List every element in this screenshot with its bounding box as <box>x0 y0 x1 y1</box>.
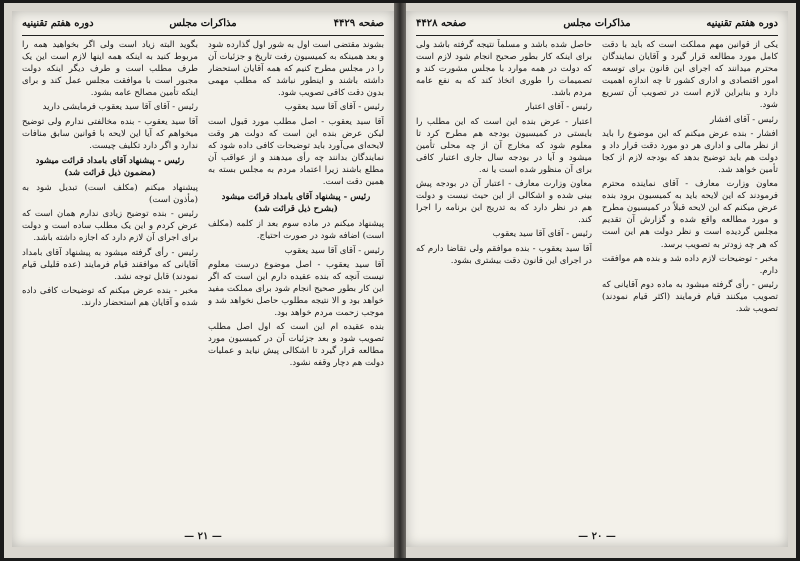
paragraph: مخبر - توضیحات لازم داده شد و بنده هم موافقت دارم. <box>602 253 778 276</box>
left-page-title: مذاکرات مجلس <box>169 18 237 29</box>
right-page-number: صفحه ۴۴۲۸ <box>416 18 467 29</box>
left-page-columns <box>22 39 384 525</box>
right-page-columns <box>416 39 778 525</box>
speaker-line: رئیس - آقای آقا سید یعقوب فرمایشی دارید <box>42 102 198 113</box>
paragraph: بگوید البته زیاد است ولی اگر بخواهید همه را مربوط کنید به اینکه همه اینها لازم است این یک طرف مطلب است و طرف دیگر اینکه دولت مجبور است با موافقت مجلس عمل کند و برای اینکه تأمین مصالح عامه بشود. <box>22 40 198 99</box>
paragraph: آقا سید یعقوب - اصل موضوع درست معلوم نیست آنچه که بنده عقیده دارم این است که اگر این کار بطور صحیح انجام شود برای مملکت مفید خواهد بود و الا نتیجه مطلوب حاصل نخواهد شد و موجب زحمت مردم خواهد بود. <box>208 259 384 318</box>
paragraph: آقا سید یعقوب - بنده موافقم ولی تقاضا دارم که در اجرای این قانون دقت بیشتری بشود. <box>416 243 592 266</box>
motion-text: پیشنهاد میکنم (مکلف است) تبدیل شود به (مأذون است) <box>22 183 198 206</box>
vote-result: رئیس - رأی گرفته میشود به پیشنهاد آقای بامداد آقایانی که موافقند قیام فرمایند (عده قلیلی قیام نمودند) قابل توجه نشد. <box>22 247 198 282</box>
paragraph: بشوند مقتضی است اول به شور اول گذارده شود و بعد همینکه به کمیسیون رفت تاریخ و جزئیات آن را در مجلس مطرح کنیم که همه آقایان استحضار داشته باشند و اینطور نباشد که مطلب مهمی بدون دقت کافی تصویب شود. <box>208 40 384 99</box>
left-page-column-left <box>22 39 198 525</box>
speaker-line: رئیس - آقای اعتبار <box>525 102 592 113</box>
right-page-column-left <box>416 39 592 525</box>
speaker-line: رئیس - آقای آقا سید یعقوب <box>284 245 384 256</box>
motion-heading: رئیس - پیشنهاد آقای بامداد قرائت میشود (بشرح ذیل قرائت شد) <box>221 192 371 215</box>
paragraph: افشار - بنده عرض میکنم که این موضوع را باید از نظر مالی و اداری هر دو مورد دقت قرار داد و دولت هم باید توضیح بدهد که بودجه لازم از کجا تأمین خواهد شد. <box>602 128 778 175</box>
paragraph: رئیس - بنده توضیح زیادی ندارم همان است که عرض کردم و این یک مطلب ساده است و دولت برای اجرای آن لازم دارد که اجازه داشته باشد. <box>22 209 198 244</box>
right-page-footer: — ۲۰ — <box>578 531 616 542</box>
paragraph: معاون وزارت معارف - اعتبار آن در بودجه پیش بینی شده و اشکالی از این حیث نیست و دولت هم در نظر دارد که به تدریج این برنامه را اجرا کند. <box>416 179 592 226</box>
paragraph: اعتبار - عرض بنده این است که این مطلب را بایستی در کمیسیون بودجه هم مطرح کرد تا معلوم شود که مخارج آن از چه محلی تأمین میشود و آیا در بودجه سال جاری اعتبار کافی برای آن منظور شده است یا نه. <box>416 116 592 175</box>
paragraph: معاون وزارت معارف - آقای نماینده محترم فرمودند که این لایحه باید به کمیسیون برود بنده عرض میکنم که این لایحه قبلاً در کمیسیون مطرح و مورد مطالعه واقع شده و گزارش آن تقدیم مجلس گردیده است و نظر دولت هم این است که هر چه زودتر به تصویب برسد. <box>602 179 778 250</box>
book-gutter <box>394 3 406 558</box>
right-page-title: مذاکرات مجلس <box>563 18 631 29</box>
book-spread <box>4 3 796 558</box>
paragraph: مخبر - بنده عرض میکنم که توضیحات کافی داده شده و آقایان هم استحضار دارند. <box>22 285 198 308</box>
paragraph: بنده عقیده ام این است که اول اصل مطلب تصویب شود و بعد جزئیات آن در کمیسیون مورد مطالعه قرار گیرد تا اشکالی پیش نیاید و عملیات دولت هم دچار وقفه نشود. <box>208 322 384 369</box>
paragraph: آقا سید یعقوب - بنده مخالفتی ندارم ولی توضیح میخواهم که آیا این لایحه با قوانین سابق منافات ندارد و اگر دارد تکلیف چیست. <box>22 116 198 151</box>
paragraph: آقا سید یعقوب - اصل مطلب مورد قبول است لیکن عرض بنده این است که دولت هر وقت لایحه‌ای می‌آورد باید توضیحات کافی داده شود که نمایندگان بدانند چه رأی میدهند و از عواقب آن مطلع باشند زیرا اعتماد مردم به مجلس بسته به همین دقت است. <box>208 116 384 188</box>
right-page-header <box>416 17 778 36</box>
left-page-issue: دوره هفتم تقنینیه <box>22 18 94 29</box>
motion-text: پیشنهاد میکنم در ماده سوم بعد از کلمه (مکلف است) اضافه شود در صورت احتیاج. <box>208 219 384 242</box>
left-page-header <box>22 17 384 36</box>
right-page-issue: دوره هفتم تقنینیه <box>706 18 778 29</box>
vote-result: رئیس - رأی گرفته میشود به ماده دوم آقایانی که تصویب میکنند قیام فرمایند (اکثر قیام نمودند) تصویب شد. <box>602 279 778 314</box>
paragraph: حاصل شده باشد و مسلماً نتیجه گرفته باشد ولی برای اینکه کار بطور صحیح انجام شود لازم است که دولت در همه موارد با مجلس مشورت کند و تصمیمات را طوری اتخاذ کند که به نفع عامه مردم باشد. <box>416 40 592 99</box>
speaker-line: رئیس - آقای آقا سید یعقوب <box>284 102 384 113</box>
right-page <box>406 11 788 547</box>
left-page-column-right <box>208 39 384 525</box>
right-page-column-right <box>602 39 778 525</box>
left-page <box>12 11 394 547</box>
speaker-line: رئیس - آقای آقا سید یعقوب <box>492 229 592 240</box>
motion-heading: رئیس - پیشنهاد آقای بامداد قرائت میشود (مضمون ذیل قرائت شد) <box>35 155 185 178</box>
speaker-line: رئیس - آقای افشار <box>710 114 778 125</box>
left-page-footer: — ۲۱ — <box>184 531 222 542</box>
left-page-number: صفحه ۴۴۲۹ <box>333 18 384 29</box>
paragraph: یکی از قوانین مهم مملکت است که باید با دقت کامل مورد مطالعه قرار گیرد و آقایان نمایندگان محترم میدانند که اجرای این قانون برای توسعه امور اقتصادی و اداری کشور تا چه اندازه اهمیت دارد و بنابراین لازم است در تصویب آن تسریع شود. <box>602 40 778 111</box>
